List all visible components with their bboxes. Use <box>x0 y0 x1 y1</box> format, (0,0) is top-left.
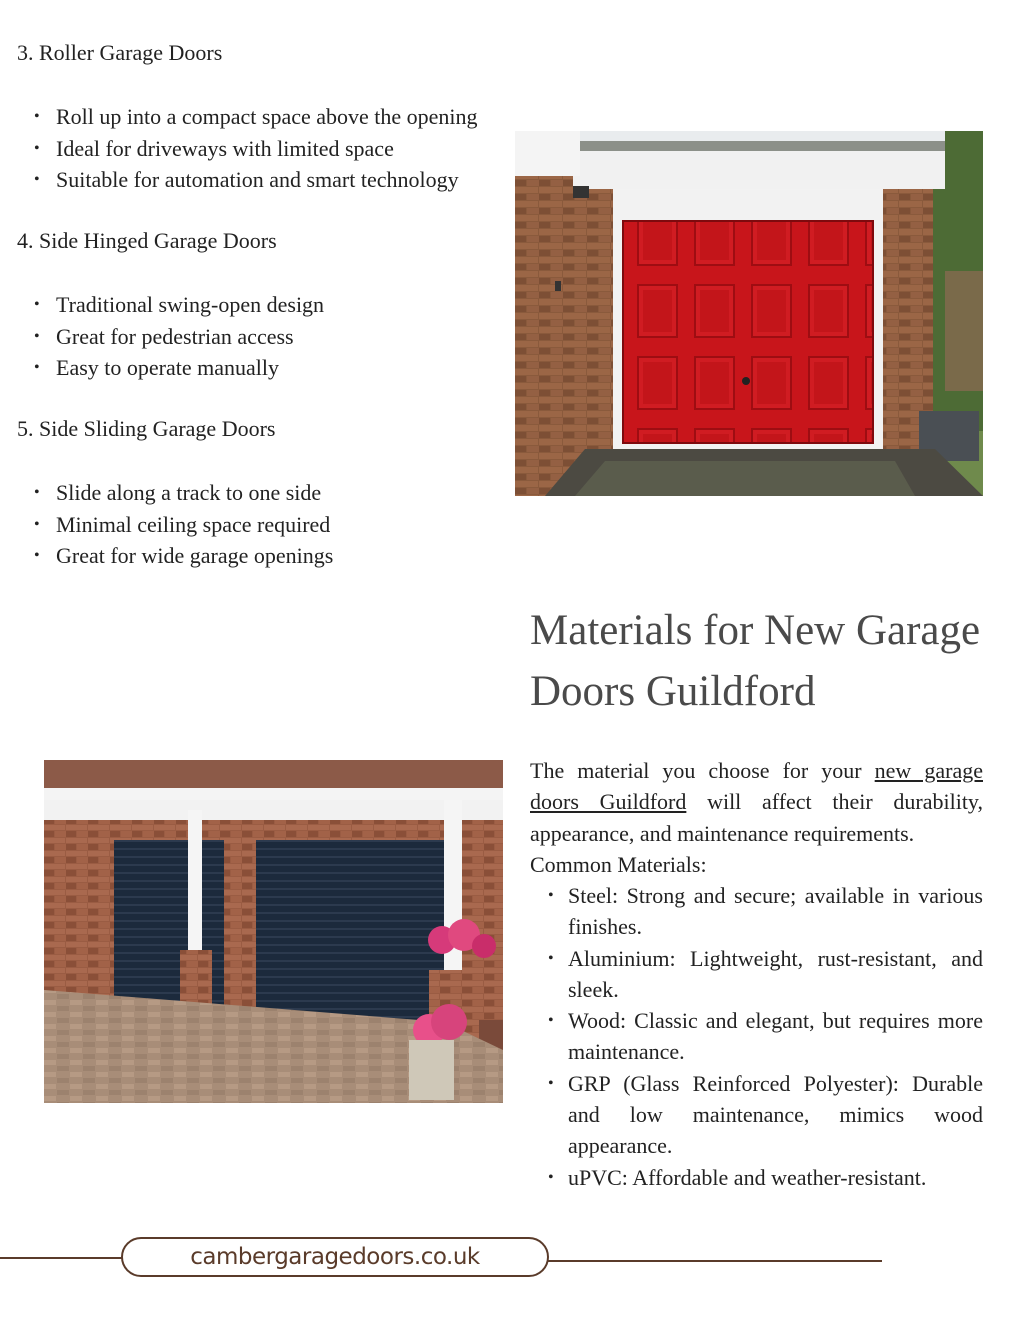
list-item: • Great for pedestrian access <box>56 321 324 353</box>
list-item: • Minimal ceiling space required <box>56 509 333 541</box>
materials-list <box>568 880 983 1193</box>
list-item: • Steel: Strong and secure; available in various finishes. <box>568 880 983 943</box>
list-item: • Traditional swing-open design <box>56 289 324 321</box>
list-item: • Easy to operate manually <box>56 352 324 384</box>
navy-roller-doors-photo <box>44 760 503 1103</box>
common-materials-label: Common Materials: <box>530 852 707 877</box>
list-item: • Wood: Classic and elegant, but requires more maintenance. <box>568 1005 983 1068</box>
footer-site-link[interactable]: cambergaragedoors.co.uk <box>121 1237 549 1277</box>
section-title-side-sliding: 5. Side Sliding Garage Doors <box>17 416 276 441</box>
footer-divider-right <box>548 1260 882 1262</box>
list-item: • GRP (Glass Reinforced Polyester): Durable and low maintenance, mimics wood appearance. <box>568 1068 983 1162</box>
list-item: • Ideal for driveways with limited space <box>56 133 478 165</box>
side-hinged-bullet-list <box>56 289 324 384</box>
intro-text-start: The material you choose for your <box>530 758 875 783</box>
materials-heading-line2: Doors Guildford <box>530 668 816 715</box>
list-item: • Aluminium: Lightweight, rust-resistant, and sleek. <box>568 943 983 1006</box>
materials-heading-line1: Materials for New Garage <box>530 607 981 654</box>
roller-bullet-list <box>56 101 478 196</box>
section-title-side-hinged: 4. Side Hinged Garage Doors <box>17 228 277 253</box>
red-garage-door-photo <box>515 131 983 496</box>
list-item: • Great for wide garage openings <box>56 540 333 572</box>
list-item: • Roll up into a compact space above the opening <box>56 101 478 133</box>
list-item: • Suitable for automation and smart technology <box>56 164 478 196</box>
side-sliding-bullet-list <box>56 477 333 572</box>
section-title-roller: 3. Roller Garage Doors <box>17 40 223 65</box>
materials-intro-paragraph <box>530 755 983 849</box>
footer-divider-left <box>0 1257 122 1259</box>
intro-text-end: will affect their durability, appearance, and maintenance requirements. <box>530 789 983 846</box>
new-garage-doors-guildford-link[interactable]: new garage doors Guildford <box>530 758 983 815</box>
list-item: • Slide along a track to one side <box>56 477 333 509</box>
materials-heading <box>530 600 1024 722</box>
list-item: • uPVC: Affordable and weather-resistant. <box>568 1162 983 1193</box>
